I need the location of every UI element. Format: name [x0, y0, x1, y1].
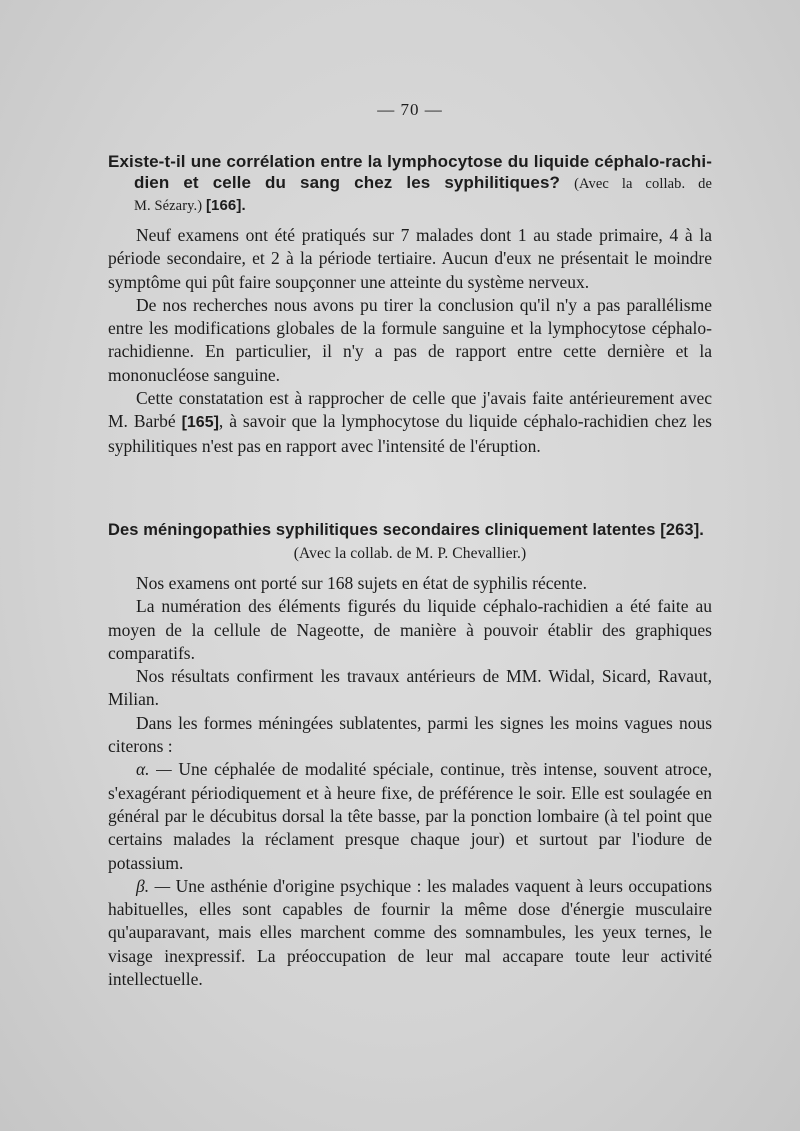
section2-subheading: (Avec la collab. de M. P. Chevallier.) [293, 545, 527, 562]
section2-heading [108, 520, 712, 564]
section1-body [108, 224, 712, 458]
section2-alpha-item: α. — Une céphalée de modalité spéciale, continue, très intense, souvent atroce, s'exagérant périodiquement et à heure fixe, de préférence le soir. Elle est soulagée en général par le décubitus dorsal la tête basse, par la ponction lombaire (à tel point que certains malades la réclament presque chaque jour) et surtout par l'iodure de potassium. [108, 759, 712, 873]
section1-heading-line1: Existe-t-il une corrélation entre la lymphocytose du liquide céphalo-rachi- [108, 152, 712, 171]
section1-heading [108, 151, 712, 217]
beta-marker: β. — [136, 875, 171, 896]
section1-ref: [166]. [205, 197, 246, 214]
section2-paragraph-3: Nos résultats confirment les travaux antérieurs de MM. Widal, Sicard, Ravaut, Milian. [108, 666, 712, 710]
section1-paragraph-2: De nos recherches nous avons pu tirer la conclusion qu'il n'y a pas parallélisme entre les modifications globales de la formule sanguine et la lymphocytose céphalo-rachidienne. En particulier, il n'y a pas de rapport entre cette dernière et la mononucléose sanguine. [108, 294, 712, 385]
section2-paragraph-1: Nos examens ont porté sur 168 sujets en état de syphilis récente. [136, 573, 588, 593]
section1-heading-line2: dien et celle du sang chez les syphilitiques? (Avec la collab. de [134, 173, 712, 192]
section1-paragraph-3: Cette constatation est à rapprocher de celle que j'avais faite antérieurement avec M. Barbé [165], à savoir que la lymphocytose du liquide céphalo-rachidien chez les syphilitiques n'est pas en rapport avec l'intensité de l'éruption. [108, 388, 712, 456]
section2-body [108, 572, 712, 991]
section2-beta-item: β. — Une asthénie d'origine psychique : les malades vaquent à leurs occupations habituelles, elles sont capables de fournir la même dose d'énergie musculaire qu'auparavant, mais elles marchent comme des somnambules, les yeux ternes, le visage inexpressif. La préoccupation de leur mal accapare toute leur activité intellectuelle. [108, 875, 713, 990]
section1-collab: (Avec la collab. de [574, 176, 712, 192]
section2-heading-title: Des méningopathies syphilitiques secondaires cliniquement latentes [263]. [108, 521, 704, 539]
alpha-marker: α. — [136, 759, 172, 780]
section2-ref: [263]. [660, 521, 704, 539]
section1-paragraph-1: Neuf examens ont été pratiqués sur 7 malades dont 1 au stade primaire, 4 à la période secondaire, et 2 à la période tertiaire. Aucun d'eux ne présentait le moindre symptôme qui pût faire soupçonner une atteinte du système nerveux. [108, 225, 712, 292]
section1-heading-line3: M. Sézary.) [166]. [134, 197, 246, 214]
section1-para3-ref: [165] [181, 414, 219, 432]
section2-paragraph-4: Dans les formes méningées sublatentes, parmi les signes les moins vagues nous citerons : [108, 712, 712, 757]
section2-paragraph-2: La numération des éléments figurés du liquide céphalo-rachidien a été faite au moyen de la cellule de Nageotte, de manière à pouvoir établir des graphiques comparatifs. [108, 596, 712, 663]
page-number: — 70 — [377, 100, 443, 119]
